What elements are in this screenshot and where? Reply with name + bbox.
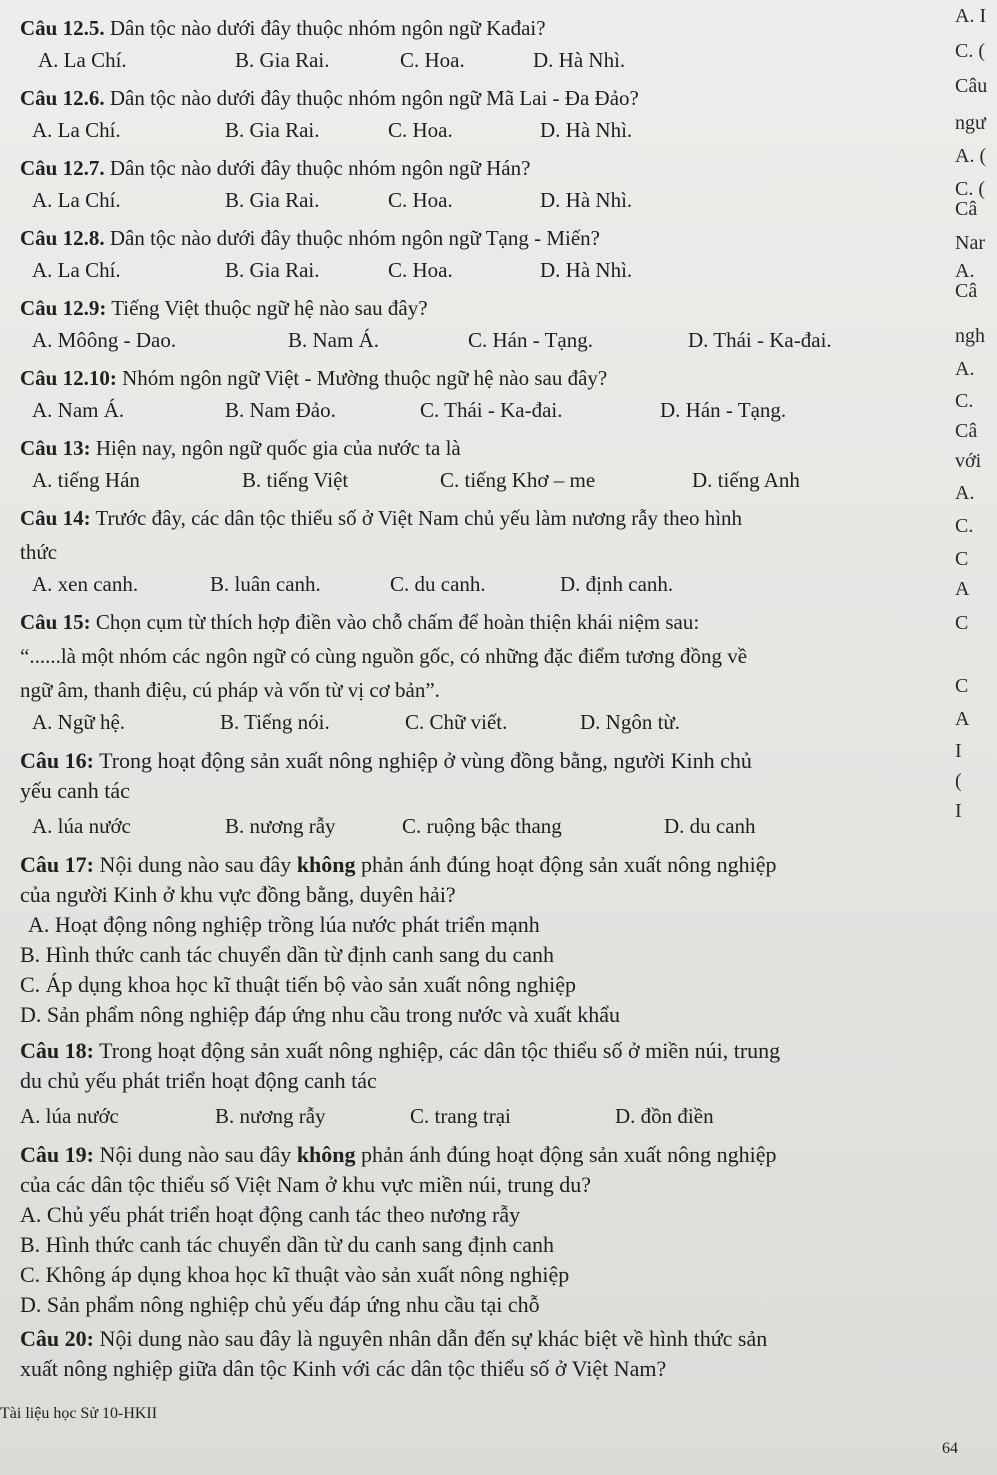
question-15 bbox=[20, 608, 950, 740]
option-a: A. La Chí. bbox=[38, 48, 127, 72]
option-b: B. Hình thức canh tác chuyển dần từ du canh sang định canh bbox=[20, 1232, 554, 1257]
question-text: Trong hoạt động sản xuất nông nghiệp ở vùng đồng bằng, người Kinh chủ bbox=[99, 748, 752, 773]
question-number: Câu 12.9: bbox=[20, 296, 107, 320]
margin-fragment: I bbox=[955, 740, 962, 762]
option-a: A. Môông - Dao. bbox=[32, 328, 177, 352]
option-b: B. tiếng Việt bbox=[242, 468, 349, 492]
question-number: Câu 12.5. bbox=[20, 16, 105, 40]
margin-fragment: I bbox=[955, 800, 962, 822]
question-text: Dân tộc nào dưới đây thuộc nhóm ngôn ngữ Hán? bbox=[109, 156, 531, 180]
question-number: Câu 20: bbox=[20, 1326, 94, 1351]
option-d: D. Hà Nhì. bbox=[540, 118, 633, 142]
question-number: Câu 18: bbox=[20, 1038, 94, 1063]
option-d: D. đồn điền bbox=[615, 1104, 714, 1128]
margin-fragment: Câu bbox=[955, 75, 988, 97]
question-12-9 bbox=[20, 294, 950, 358]
question-number: Câu 12.7. bbox=[20, 156, 105, 180]
option-c: C. Chữ viết. bbox=[405, 710, 508, 734]
question-text: phản ánh đúng hoạt động sản xuất nông nghiệp bbox=[361, 852, 777, 877]
option-a: A. La Chí. bbox=[32, 258, 121, 282]
option-c: C. ruộng bậc thang bbox=[402, 814, 562, 838]
question-19 bbox=[20, 1140, 950, 1320]
margin-fragment: A. bbox=[955, 260, 975, 282]
option-d: D. tiếng Anh bbox=[692, 468, 800, 492]
question-text-continued: yếu canh tác bbox=[20, 778, 130, 803]
question-text: Trong hoạt động sản xuất nông nghiệp, các dân tộc thiểu số ở miền núi, trung bbox=[99, 1038, 781, 1063]
question-text-continued: của các dân tộc thiểu số Việt Nam ở khu vực miền núi, trung du? bbox=[20, 1172, 592, 1197]
question-text: Trước đây, các dân tộc thiểu số ở Việt Nam chủ yếu làm nương rẫy theo hình bbox=[95, 506, 743, 530]
option-d: D. Ngôn từ. bbox=[580, 710, 681, 734]
option-c: C. tiếng Khơ – me bbox=[440, 468, 596, 492]
options-row bbox=[20, 710, 950, 740]
margin-fragment: C. ( bbox=[955, 40, 985, 62]
margin-fragment: ngư bbox=[955, 112, 986, 134]
option-a: A. lúa nước bbox=[32, 814, 131, 838]
option-a: A. lúa nước bbox=[20, 1104, 119, 1128]
option-c: C. Áp dụng khoa học kĩ thuật tiến bộ vào sản xuất nông nghiệp bbox=[20, 972, 577, 997]
option-b: B. Gia Rai. bbox=[225, 258, 320, 282]
question-number: Câu 12.10: bbox=[20, 366, 117, 390]
options-row bbox=[20, 188, 950, 218]
question-text-continued: của người Kinh ở khu vực đồng bằng, duyên hải? bbox=[20, 882, 456, 907]
question-number: Câu 16: bbox=[20, 748, 94, 773]
options-row bbox=[20, 468, 950, 498]
option-d: D. Thái - Ka-đai. bbox=[688, 328, 832, 352]
question-text: Tiếng Việt thuộc ngữ hệ nào sau đây? bbox=[111, 296, 428, 320]
option-c: C. Thái - Ka-đai. bbox=[420, 398, 563, 422]
margin-fragment: C. bbox=[955, 515, 974, 537]
question-12-10 bbox=[20, 364, 950, 428]
option-a: A. xen canh. bbox=[32, 572, 139, 596]
option-c: C. Hoa. bbox=[388, 118, 453, 142]
option-b: B. nương rẫy bbox=[215, 1104, 326, 1128]
option-a: A. La Chí. bbox=[32, 118, 121, 142]
option-d: D. Hán - Tạng. bbox=[660, 398, 787, 422]
question-text: Dân tộc nào dưới đây thuộc nhóm ngôn ngữ Mã Lai - Đa Đảo? bbox=[109, 86, 639, 110]
option-c: C. Không áp dụng khoa học kĩ thuật vào sản xuất nông nghiệp bbox=[20, 1262, 570, 1287]
option-d: D. Hà Nhì. bbox=[533, 48, 626, 72]
question-text: Nội dung nào sau đây là nguyên nhân dẫn đến sự khác biệt về hình thức sản bbox=[99, 1326, 768, 1351]
question-text: Nội dung nào sau đây bbox=[99, 852, 292, 877]
margin-fragment: Câ bbox=[955, 420, 978, 442]
question-18 bbox=[20, 1036, 950, 1134]
question-text: Chọn cụm từ thích hợp điền vào chỗ chấm để hoàn thiện khái niệm sau: bbox=[95, 610, 700, 634]
question-list bbox=[20, 14, 950, 1384]
margin-fragment: ngh bbox=[955, 325, 985, 347]
question-text-continued: ngữ âm, thanh điệu, cú pháp và vốn từ vị cơ bản”. bbox=[20, 678, 440, 702]
margin-fragment: Câ bbox=[955, 280, 978, 302]
question-12-6 bbox=[20, 84, 950, 148]
question-text: Nội dung nào sau đây bbox=[99, 1142, 292, 1167]
option-b: B. Gia Rai. bbox=[235, 48, 330, 72]
adjacent-page-margin bbox=[955, 0, 997, 1475]
question-12-7 bbox=[20, 154, 950, 218]
option-c: C. Hoa. bbox=[400, 48, 465, 72]
question-number: Câu 19: bbox=[20, 1142, 94, 1167]
question-13 bbox=[20, 434, 950, 498]
question-number: Câu 13: bbox=[20, 436, 91, 460]
option-b: B. Gia Rai. bbox=[225, 188, 320, 212]
margin-fragment: A bbox=[955, 578, 970, 600]
options-row bbox=[20, 258, 950, 288]
margin-fragment: C. ( bbox=[955, 178, 985, 200]
option-a: A. Hoạt động nông nghiệp trồng lúa nước phát triển mạnh bbox=[28, 912, 540, 937]
options-row bbox=[20, 398, 950, 428]
options-row bbox=[20, 48, 950, 78]
option-d: D. Hà Nhì. bbox=[540, 188, 633, 212]
question-number: Câu 12.8. bbox=[20, 226, 105, 250]
option-b: B. Nam Á. bbox=[288, 328, 379, 352]
option-d: D. Sản phẩm nông nghiệp đáp ứng nhu cầu trong nước và xuất khẩu bbox=[20, 1002, 621, 1027]
option-a: A. Nam Á. bbox=[32, 398, 125, 422]
option-a: A. La Chí. bbox=[32, 188, 121, 212]
margin-fragment: C bbox=[955, 675, 969, 697]
question-20 bbox=[20, 1324, 950, 1384]
margin-fragment: C. bbox=[955, 390, 974, 412]
question-text-continued: “......là một nhóm các ngôn ngữ có cùng nguồn gốc, có những đặc điểm tương đồng về bbox=[20, 644, 748, 668]
margin-fragment: Câ bbox=[955, 198, 978, 220]
option-d: D. Hà Nhì. bbox=[540, 258, 633, 282]
options-row bbox=[20, 814, 950, 844]
margin-fragment: Nar bbox=[955, 232, 985, 254]
option-d: D. định canh. bbox=[560, 572, 674, 596]
option-b: B. Nam Đảo. bbox=[225, 398, 336, 422]
question-17 bbox=[20, 850, 950, 1030]
margin-fragment: A. I bbox=[955, 5, 987, 27]
options-row bbox=[20, 1104, 950, 1134]
emphasis-text: không bbox=[296, 1142, 356, 1167]
option-c: C. du canh. bbox=[390, 572, 486, 596]
option-c: C. Hoa. bbox=[388, 188, 453, 212]
margin-fragment: A bbox=[955, 708, 970, 730]
option-d: D. du canh bbox=[664, 814, 756, 838]
page-number: 64 bbox=[942, 1440, 958, 1457]
question-text: phản ánh đúng hoạt động sản xuất nông nghiệp bbox=[361, 1142, 777, 1167]
footer-text: Tài liệu học Sử 10-HKII bbox=[0, 1405, 158, 1422]
option-b: B. Tiếng nói. bbox=[220, 710, 330, 734]
question-number: Câu 12.6. bbox=[20, 86, 105, 110]
option-c: C. trang trại bbox=[410, 1104, 511, 1128]
option-b: B. nương rẫy bbox=[225, 814, 336, 838]
option-a: A. Chủ yếu phát triển hoạt động canh tác theo nương rẫy bbox=[20, 1202, 521, 1227]
options-row bbox=[20, 328, 950, 358]
emphasis-text: không bbox=[296, 852, 356, 877]
margin-fragment: A. bbox=[955, 358, 975, 380]
option-b: B. luân canh. bbox=[210, 572, 321, 596]
margin-fragment: với bbox=[955, 450, 982, 472]
margin-fragment: ( bbox=[955, 770, 962, 792]
question-number: Câu 14: bbox=[20, 506, 91, 530]
options-row bbox=[20, 572, 950, 602]
option-c: C. Hán - Tạng. bbox=[468, 328, 594, 352]
question-number: Câu 17: bbox=[20, 852, 94, 877]
question-text: Hiện nay, ngôn ngữ quốc gia của nước ta là bbox=[95, 436, 461, 460]
option-a: A. tiếng Hán bbox=[32, 468, 140, 492]
margin-fragment: A. ( bbox=[955, 145, 987, 167]
margin-fragment: A. bbox=[955, 482, 975, 504]
margin-fragment: C bbox=[955, 548, 969, 570]
question-12-8 bbox=[20, 224, 950, 288]
question-text: Nhóm ngôn ngữ Việt - Mường thuộc ngữ hệ nào sau đây? bbox=[122, 366, 608, 390]
margin-fragment: C bbox=[955, 612, 969, 634]
question-16 bbox=[20, 746, 950, 844]
question-text-continued: du chủ yếu phát triển hoạt động canh tác bbox=[20, 1068, 377, 1093]
option-b: B. Hình thức canh tác chuyển dần từ định canh sang du canh bbox=[20, 942, 554, 967]
question-text-continued: xuất nông nghiệp giữa dân tộc Kinh với các dân tộc thiểu số ở Việt Nam? bbox=[20, 1356, 667, 1381]
option-d: D. Sản phẩm nông nghiệp chủ yếu đáp ứng nhu cầu tại chỗ bbox=[20, 1292, 540, 1317]
question-text: Dân tộc nào dưới đây thuộc nhóm ngôn ngữ Kađai? bbox=[109, 16, 546, 40]
options-row bbox=[20, 118, 950, 148]
question-12-5 bbox=[20, 14, 950, 78]
option-a: A. Ngữ hệ. bbox=[32, 710, 126, 734]
option-c: C. Hoa. bbox=[388, 258, 453, 282]
option-b: B. Gia Rai. bbox=[225, 118, 320, 142]
question-number: Câu 15: bbox=[20, 610, 91, 634]
question-14 bbox=[20, 504, 950, 602]
question-text-continued: thức bbox=[20, 540, 58, 564]
question-text: Dân tộc nào dưới đây thuộc nhóm ngôn ngữ Tạng - Miến? bbox=[109, 226, 600, 250]
